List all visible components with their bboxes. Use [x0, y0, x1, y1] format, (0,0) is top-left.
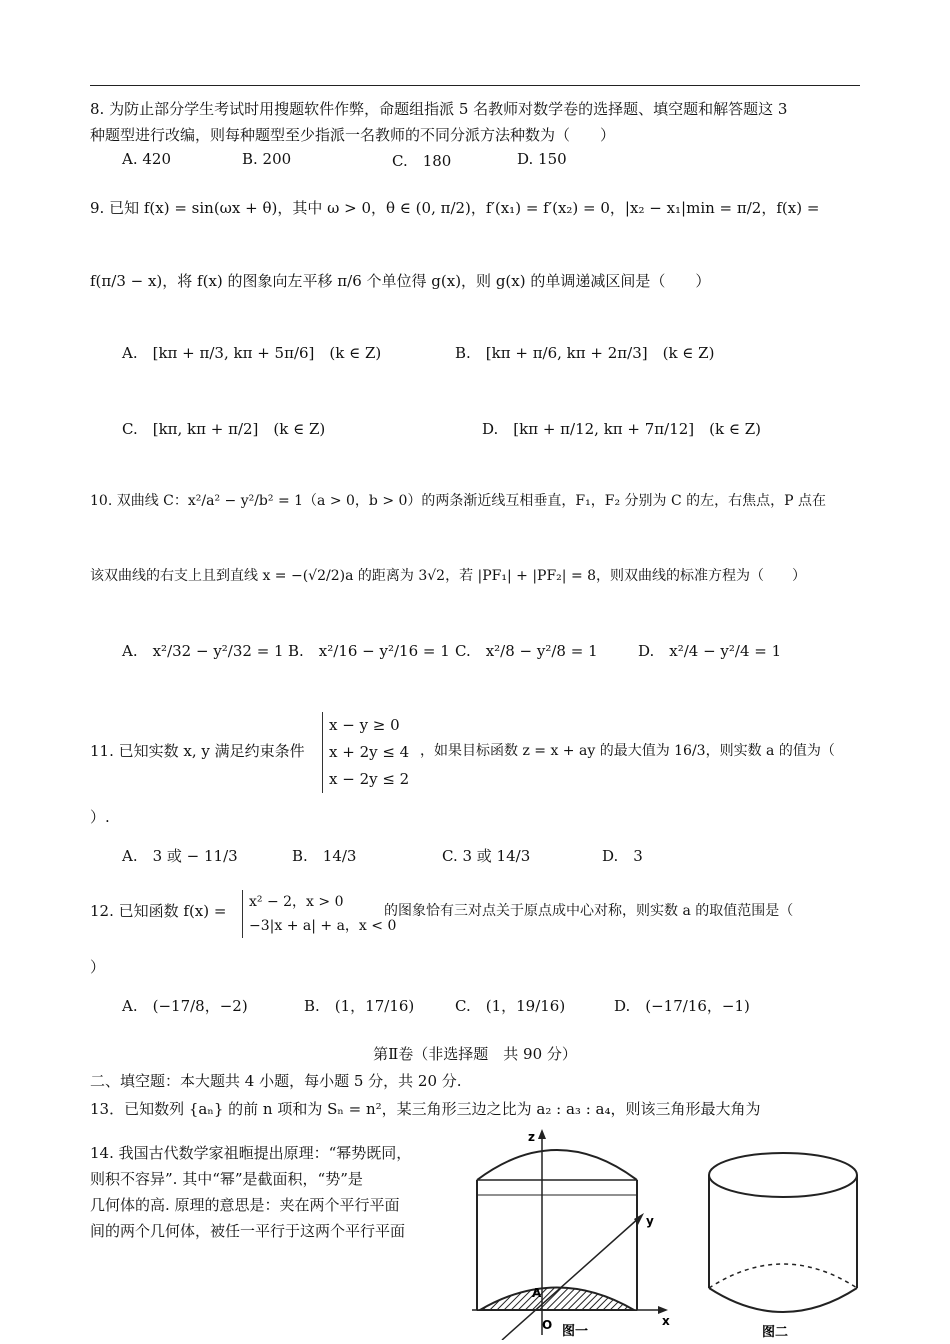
q12-option-b: B. (1，17/16): [304, 997, 415, 1015]
q9-option-c: C. [kπ, kπ + π/2] (k ∈ Z): [122, 420, 326, 438]
q14-line-2: 则积不容异”. 其中“幂”是截面积，“势”是: [90, 1170, 363, 1188]
header-rule: [90, 85, 860, 86]
q13-text: 13．已知数列 {aₙ} 的前 n 项和为 Sₙ = n²，某三角形三边之比为 a₂ : a₃ : a₄，则该三角形最大角为: [90, 1100, 761, 1118]
q14-line-3: 几何体的高. 原理的意思是：夹在两个平行平面: [90, 1196, 400, 1214]
q10-option-d: D. x²/4 − y²/4 = 1: [638, 642, 782, 660]
q14-line-4: 间的两个几何体，被任一平行于这两个平行平面: [90, 1222, 406, 1240]
q14-text: [90, 1140, 411, 1244]
q8-option-a: A. 420: [122, 150, 171, 168]
fig1-caption: 图一: [562, 1324, 589, 1339]
q11-option-d: D. 3: [602, 847, 643, 865]
q11-tail: ，如果目标函数 z = x + ay 的最大值为 16/3，则实数 a 的值为（: [420, 743, 835, 759]
q12-option-c: C. (1，19/16): [455, 997, 566, 1015]
q11-constraint-2: x + 2y ≤ 4: [329, 743, 410, 761]
q11-constraint-3: x − 2y ≤ 2: [329, 770, 410, 788]
q10-option-b: B. x²/16 − y²/16 = 1: [288, 642, 450, 660]
fig1-x-label: x: [662, 1314, 670, 1328]
fig1-z-label: z: [528, 1130, 535, 1144]
fig2-bottom-back: [709, 1264, 857, 1288]
q11-constraint-1: x − y ≥ 0: [329, 716, 400, 734]
q8-line1: 8. 为防止部分学生考试时用搜题软件作弊，命题组指派 5 名教师对数学卷的选择题、填空题和解答题这 3: [90, 100, 788, 118]
fig1-origin: O: [542, 1318, 553, 1332]
q9-option-b: B. [kπ + π/6, kπ + 2π/3] (k ∈ Z): [455, 344, 715, 362]
q12-case-2: −3|x + a| + a，x < 0: [249, 918, 397, 934]
q10-option-c: C. x²/8 − y²/8 = 1: [455, 642, 598, 660]
q12-option-d: D. (−17/16，−1): [614, 997, 750, 1015]
q11-constraints: [322, 712, 409, 793]
q12-cases: [242, 890, 396, 938]
q11-option-a: A. 3 或 − 11/3: [122, 847, 238, 865]
q8-line2: 种题型进行改编，则每种题型至少指派一名教师的不同分派方法种数为（ ）: [90, 126, 616, 144]
fig2-top-ellipse: [709, 1153, 857, 1197]
fig2-caption: 图二: [762, 1325, 789, 1340]
q14-line-1: 14. 我国古代数学家祖暅提出原理：“幂势既同，: [90, 1144, 412, 1162]
q9-option-a: A. [kπ + π/3, kπ + 5π/6] (k ∈ Z): [122, 344, 382, 362]
fig2-bottom-front: [709, 1288, 857, 1312]
q9-line1: 9. 已知 f(x) = sin(ωx + θ)，其中 ω > 0，θ ∈ (0, π/2)，f′(x₁) = f′(x₂) = 0，|x₂ − x₁|min = π/2，f(x) =: [90, 199, 820, 217]
q12-tail: 的图象恰有三对点关于原点成中心对称，则实数 a 的取值范围是（: [384, 903, 794, 919]
figure-2: [700, 1140, 870, 1340]
q10-line1: 10. 双曲线 C：x²/a² − y²/b² = 1（a > 0，b > 0）的两条渐近线互相垂直，F₁，F₂ 分别为 C 的左，右焦点，P 点在: [90, 493, 827, 509]
q12-end: ）: [90, 958, 106, 976]
q8-option-c: C. 180: [392, 152, 452, 170]
q9-line2: f(π/3 − x)，将 f(x) 的图象向左平移 π/6 个单位得 g(x)，则 g(x) 的单调递减区间是（ ）: [90, 272, 711, 290]
fig1-y-axis: [502, 1217, 640, 1340]
q10-option-a: A. x²/32 − y²/32 = 1: [122, 642, 284, 660]
fig1-z-arrow-icon: [538, 1129, 546, 1139]
figure-1: [462, 1125, 677, 1340]
q12-case-1: x² − 2，x > 0: [249, 894, 344, 910]
part2-title: 第Ⅱ卷（非选择题 共 90 分）: [373, 1045, 577, 1063]
q11-option-b: B. 14/3: [292, 847, 357, 865]
q10-line2: 该双曲线的右支上且到直线 x = −(√2/2)a 的距离为 3√2，若 |PF₁| + |PF₂| = 8，则双曲线的标准方程为（ ）: [90, 568, 807, 584]
q8-option-b: B. 200: [242, 150, 292, 168]
fig1-top-arc: [477, 1150, 637, 1180]
q11-end: ）.: [90, 808, 110, 826]
fig1-x-arrow-icon: [658, 1306, 668, 1314]
q12-lead: 12. 已知函数 f(x) =: [90, 902, 227, 920]
fill-in-section-heading: 二、填空题：本大题共 4 小题，每小题 5 分，共 20 分.: [90, 1072, 462, 1090]
q9-option-d: D. [kπ + π/12, kπ + 7π/12] (k ∈ Z): [482, 420, 762, 438]
fig1-y-label: y: [646, 1214, 654, 1228]
q11-option-c: C. 3 或 14/3: [442, 847, 531, 865]
fig1-point-a: A: [532, 1286, 542, 1300]
q12-option-a: A. (−17/8，−2): [122, 997, 248, 1015]
fig1-y-arrow-icon: [634, 1213, 644, 1225]
q11-lead: 11. 已知实数 x, y 满足约束条件: [90, 742, 305, 760]
q8-option-d: D. 150: [517, 150, 567, 168]
